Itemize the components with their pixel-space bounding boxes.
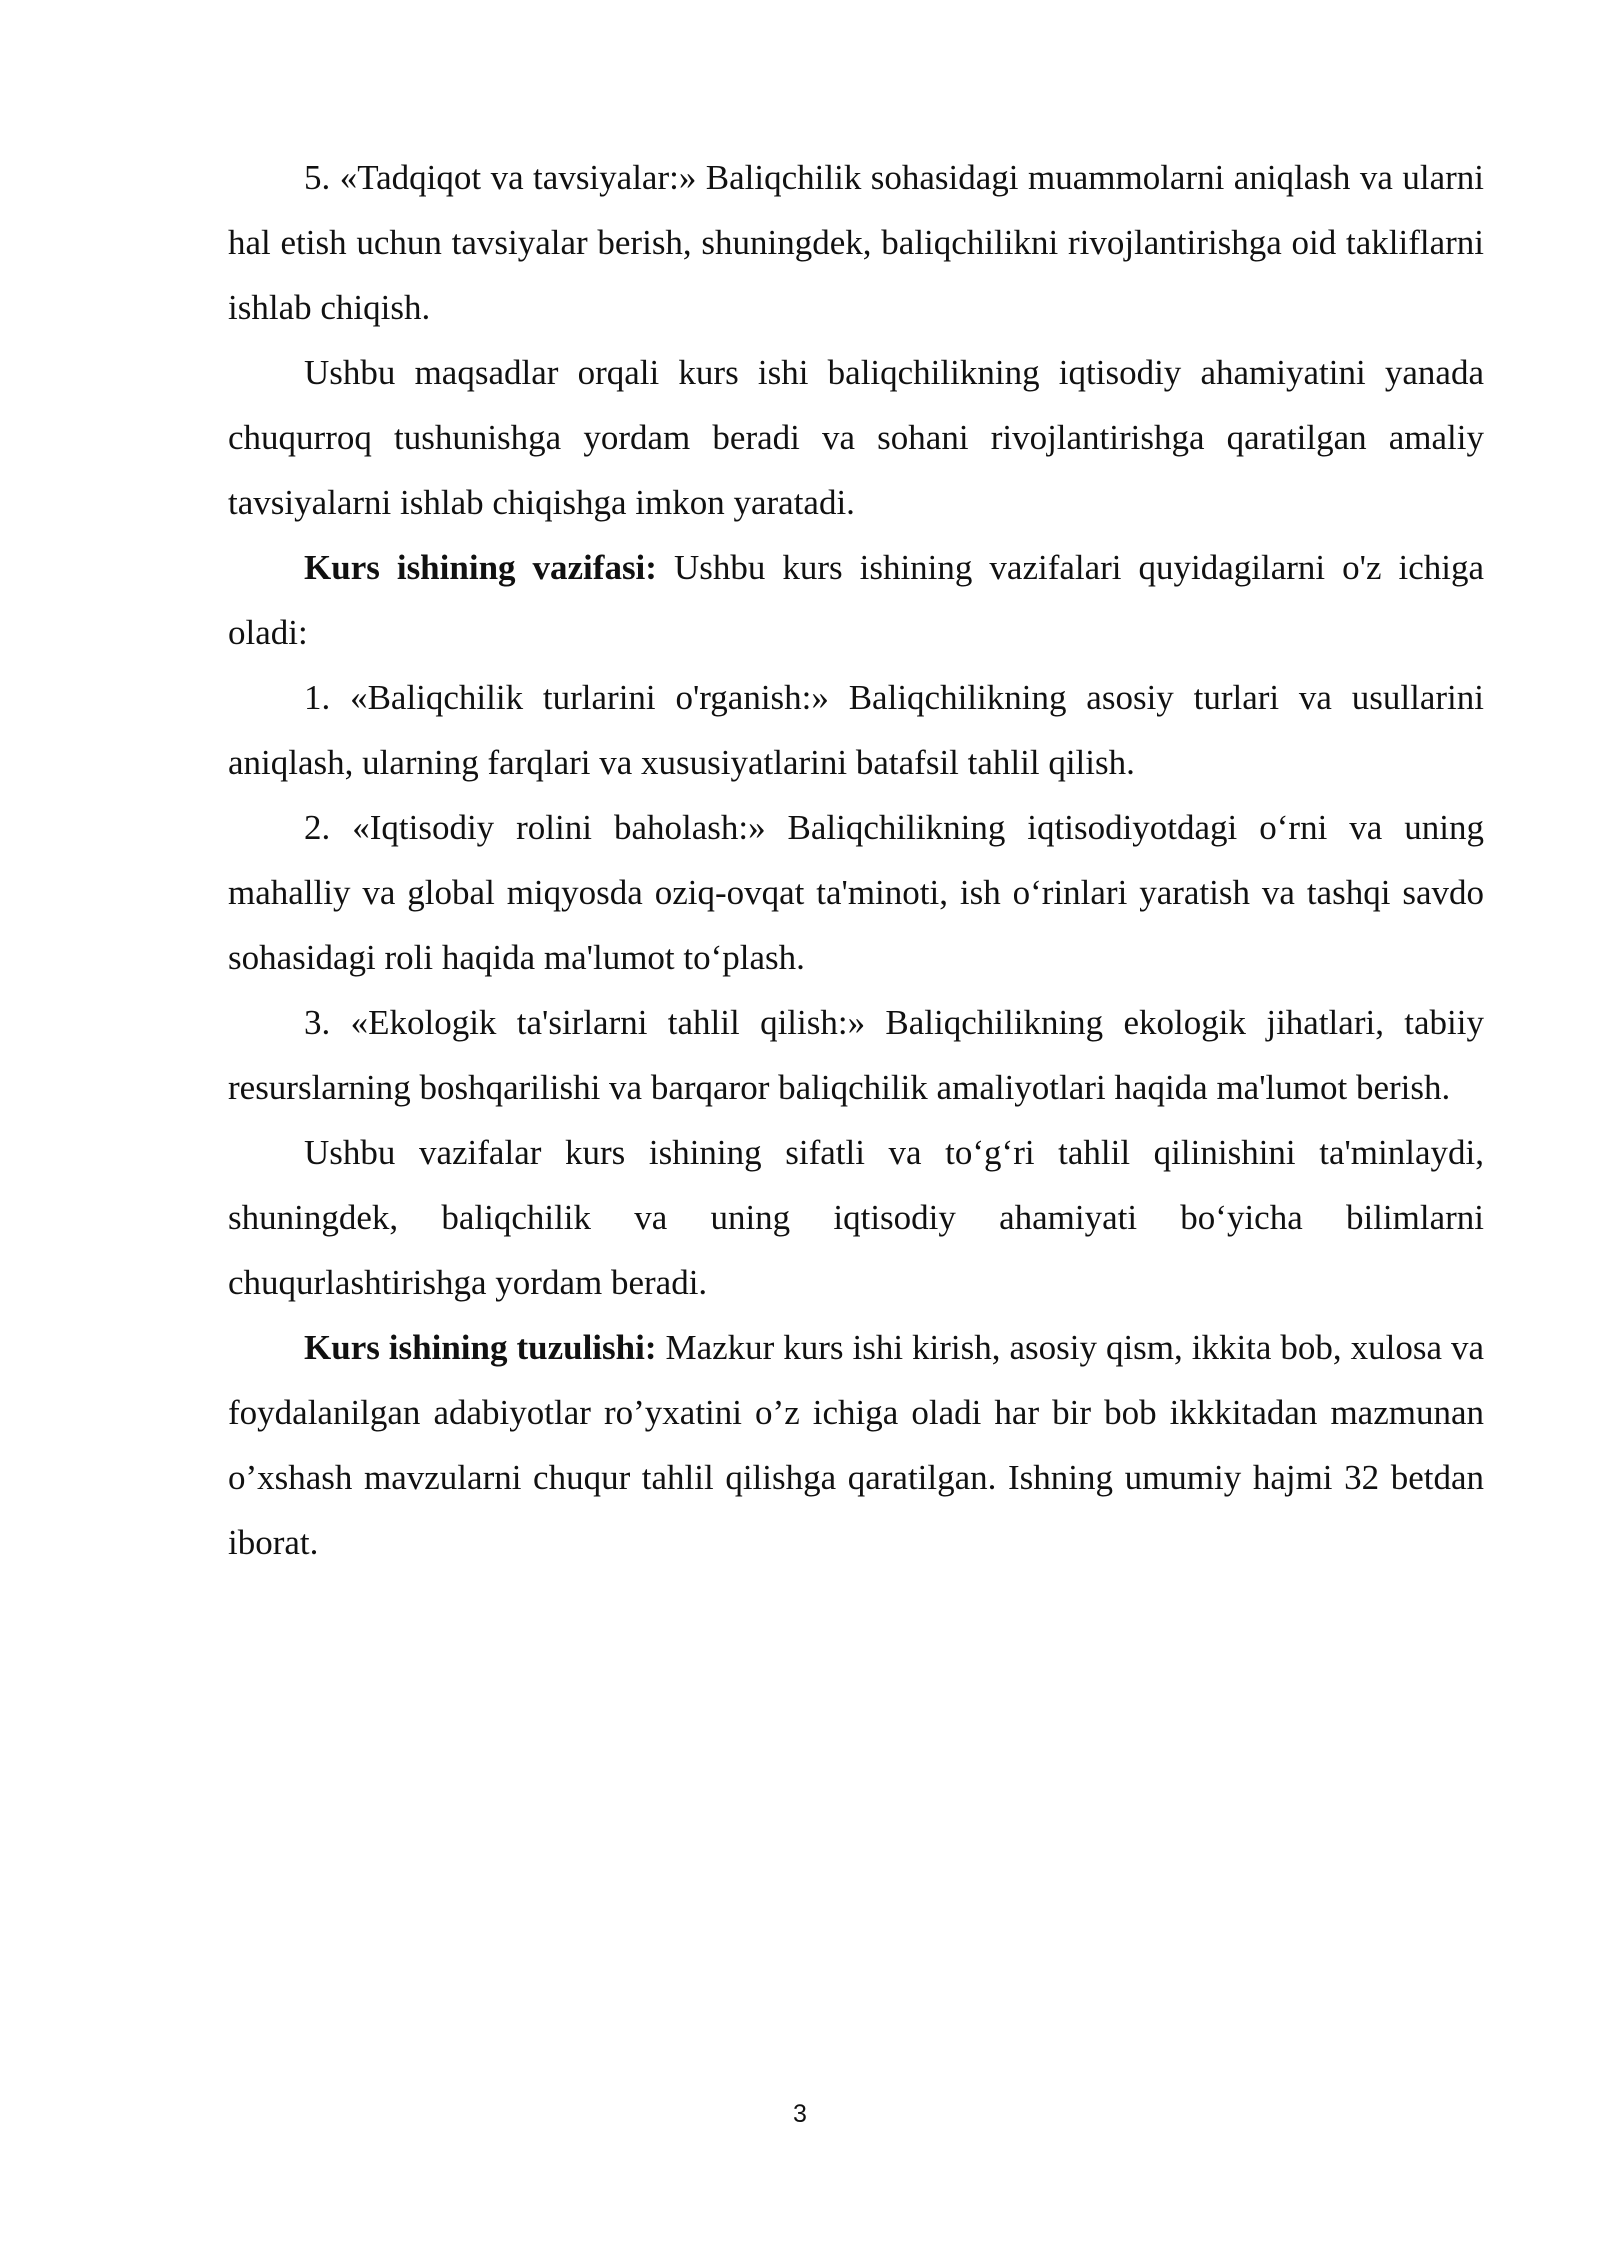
paragraph-task-2: [228, 795, 1484, 990]
paragraph-text: Ushbu kurs ishining vazifalari quyidagilarni o'z ichiga oladi:: [228, 548, 1484, 652]
paragraph-tasks-summary: [228, 1120, 1484, 1315]
paragraph-text: 5. «Tadqiqot va tavsiyalar:» Baliqchilik sohasidagi muammolarni aniqlash va ularni hal etish uchun tavsiyalar berish, shuningdek, baliqchilikni rivojlantirishga oid takliflarni ishlab chiqish.: [228, 158, 1484, 327]
paragraph-task-3: [228, 990, 1484, 1120]
paragraph-text: 2. «Iqtisodiy rolini baholash:» Baliqchilikning iqtisodiyotdagi o‘rni va uning mahalliy va global miqyosda oziq-ovqat ta'minoti, ish o‘rinlari yaratish va tashqi savdo sohasidagi roli haqida ma'lumot to‘plash.: [228, 808, 1484, 977]
page-number: 3: [793, 2100, 807, 2128]
section-heading-structure: Kurs ishining tuzulishi:: [304, 1328, 657, 1367]
paragraph-text: 1. «Baliqchilik turlarini o'rganish:» Baliqchilikning asosiy turlari va usullarini aniqlash, ularning farqlari va xususiyatlarini batafsil tahlil qilish.: [228, 678, 1484, 782]
paragraph-goals-summary: [228, 340, 1484, 535]
paragraph-text: Mazkur kurs ishi kirish, asosiy qism, ikkita bob, xulosa va foydalanilgan adabiyotlar ro’yxatini o’z ichiga oladi har bir bob ikkkitadan mazmunan o’xshash mavzularni chuqur tahlil qilishga qaratilgan. Ishning umumiy hajmi 32 betdan iborat.: [228, 1328, 1484, 1562]
paragraph-text: 3. «Ekologik ta'sirlarni tahlil qilish:» Baliqchilikning ekologik jihatlari, tabiiy resurslarning boshqarilishi va barqaror baliqchilik amaliyotlari haqida ma'lumot berish.: [228, 1003, 1484, 1107]
document-body: [228, 145, 1484, 1575]
paragraph-text: Ushbu maqsadlar orqali kurs ishi baliqchilikning iqtisodiy ahamiyatini yanada chuqurroq tushunishga yordam beradi va sohani rivojlantirishga qaratilgan amaliy tavsiyalarni ishlab chiqishga imkon yaratadi.: [228, 353, 1484, 522]
paragraph-task-1: [228, 665, 1484, 795]
paragraph-structure: [228, 1315, 1484, 1575]
section-heading-tasks: Kurs ishining vazifasi:: [304, 548, 657, 587]
paragraph-text: Ushbu vazifalar kurs ishining sifatli va to‘g‘ri tahlil qilinishini ta'minlaydi, shuningdek, baliqchilik va uning iqtisodiy ahamiyati bo‘yicha bilimlarni chuqurlashtirishga yordam beradi.: [228, 1133, 1484, 1302]
paragraph-tasks-intro: [228, 535, 1484, 665]
paragraph-item-5: [228, 145, 1484, 340]
